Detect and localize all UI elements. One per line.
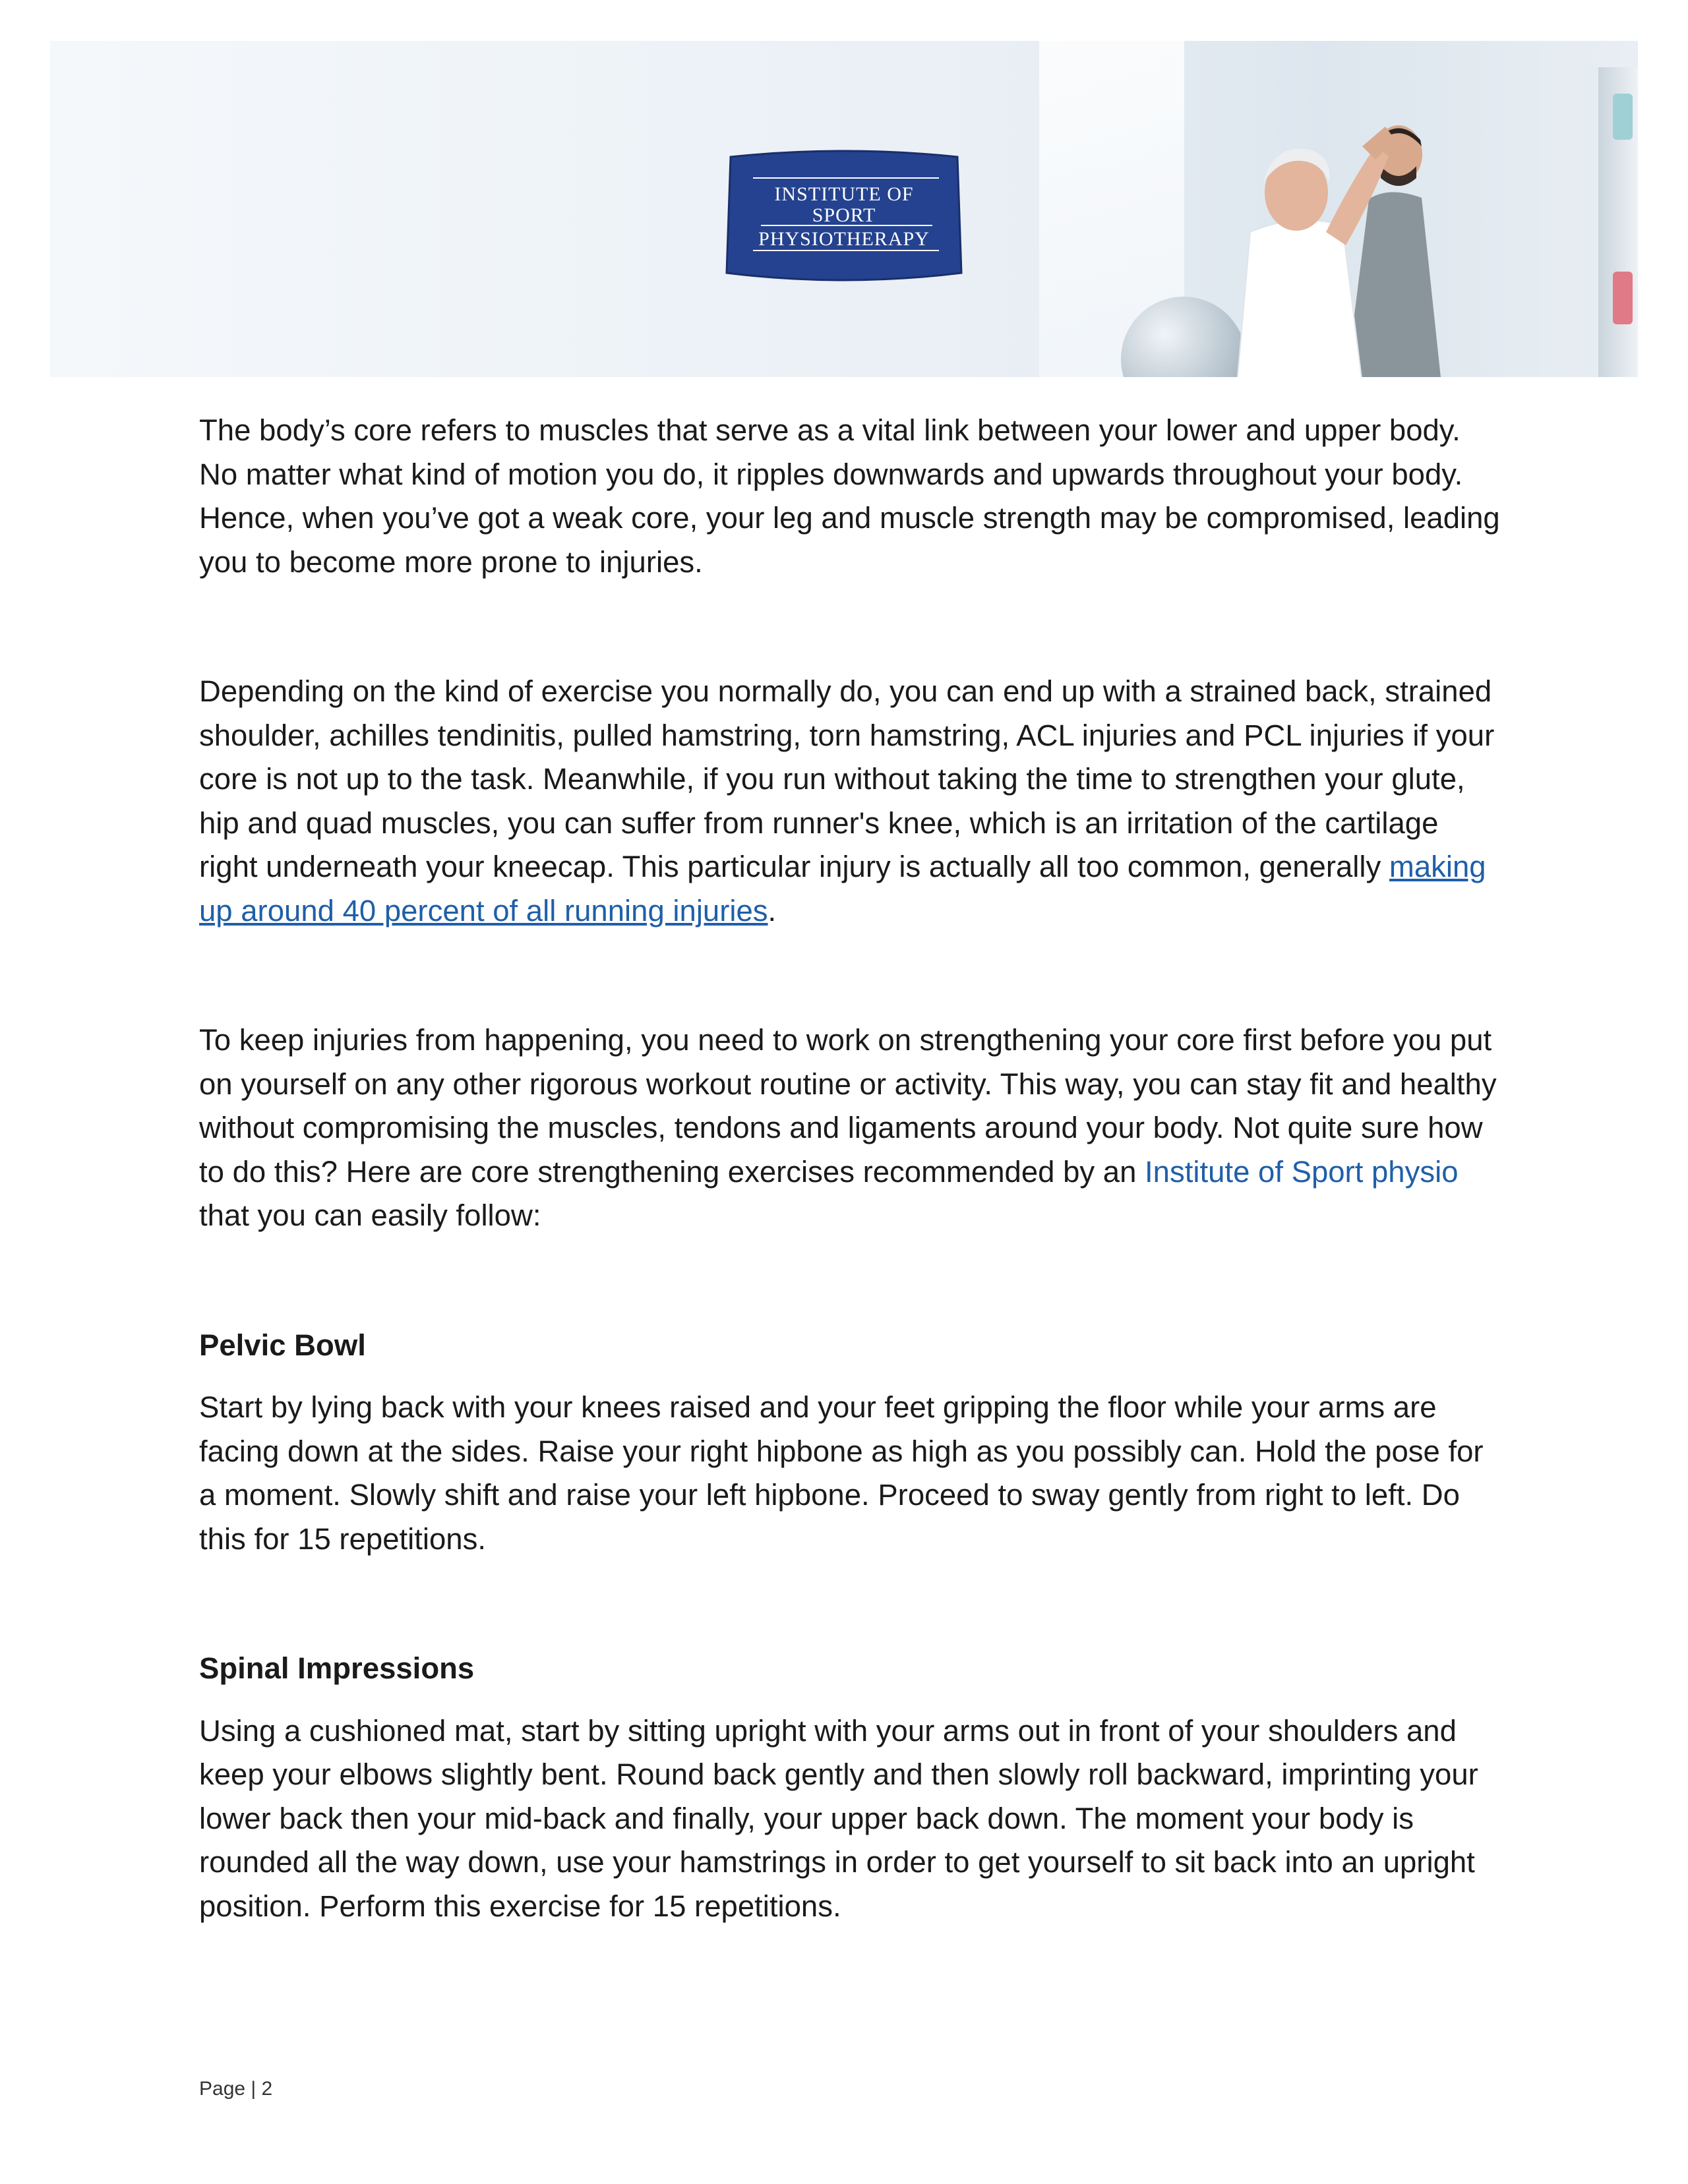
logo-line-1: INSTITUTE OF xyxy=(774,183,914,205)
paragraph-prevention xyxy=(199,1018,1505,1238)
paragraph-injuries xyxy=(199,670,1505,933)
paragraph-injuries-end: . xyxy=(768,893,777,928)
article-body xyxy=(199,409,1505,1928)
paragraph-prevention-end: that you can easily follow: xyxy=(199,1198,541,1232)
institute-logo-badge xyxy=(721,148,967,285)
header-banner xyxy=(50,41,1638,377)
banner-shelf-decoration xyxy=(1598,67,1638,377)
body-spinal-impressions: Using a cushioned mat, start by sitting upright with your arms out in front of your shoulders and keep your elbows slightly bent. Round back gently and then slowly roll backward, imprinting your lower back then your mid-back and finally, your upper back down. The moment your body is rounded all the way down, use your hamstrings in order to get yourself to sit back into an upright position. Perform this exercise for 15 repetitions. xyxy=(199,1713,1478,1923)
paragraph-injuries-text: Depending on the kind of exercise you normally do, you can end up with a strained back, strained shoulder, achilles tendinitis, pulled hamstring, torn hamstring, ACL injuries and PCL injuries if your core is not up to the task. Meanwhile, if you run without taking the time to strengthen your glute, hip and quad muscles, you can suffer from runner's knee, which is an irritation of the cartilage right underneath your kneecap. This particular injury is actually all too common, generally xyxy=(199,674,1495,883)
physiotherapist-patient-photo xyxy=(1211,120,1461,377)
body-pelvic-bowl: Start by lying back with your knees raised and your feet gripping the floor while your arms are facing down at the sides. Raise your right hipbone as high as you possibly can. Hold the pose for a moment. Slowly shift and raise your left hipbone. Proceed to sway gently from right to left. Do this for 15 repetitions. xyxy=(199,1390,1484,1556)
logo-line-2: SPORT xyxy=(812,204,876,226)
page-number: Page | 2 xyxy=(199,2078,273,2100)
paragraph-core-intro: The body’s core refers to muscles that serve as a vital link between your lower and upper body. No matter what kind of motion you do, it ripples downwards and upwards throughout your body. Hence, when you’ve got a weak core, your leg and muscle strength may be compromised, leading you to become more prone to injuries. xyxy=(199,413,1500,579)
heading-spinal-impressions: Spinal Impressions xyxy=(199,1651,475,1685)
logo-line-3: PHYSIOTHERAPY xyxy=(758,228,930,250)
heading-pelvic-bowl: Pelvic Bowl xyxy=(199,1328,366,1362)
paragraph-prevention-text: To keep injuries from happening, you need to work on strengthening your core first before you put on yourself on any other rigorous workout routine or activity. This way, you can stay fit and healthy without compromising the muscles, tendons and ligaments around your body. Not quite sure how to do this? Here are core strengthening exercises recommended by an xyxy=(199,1023,1497,1189)
running-injuries-link[interactable]: making up around 40 percent of all running injuries xyxy=(199,850,1486,928)
institute-physio-link[interactable]: Institute of Sport physio xyxy=(1145,1154,1459,1189)
